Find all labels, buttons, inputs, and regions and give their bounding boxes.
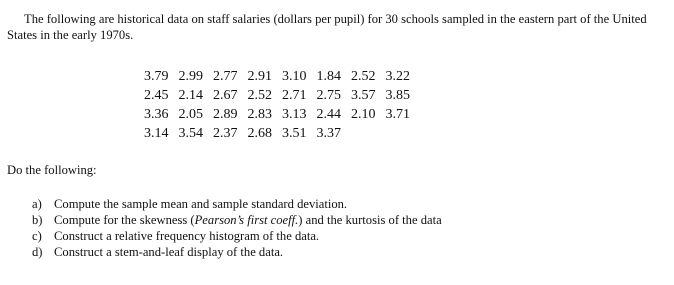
- data-cell: 2.75: [316, 88, 341, 103]
- data-cell: 3.14: [144, 126, 169, 141]
- data-cell: 2.77: [213, 69, 238, 84]
- data-cell: 1.84: [316, 69, 341, 84]
- data-cell: 2.44: [316, 107, 341, 122]
- data-cell: 2.52: [247, 88, 272, 103]
- data-cell: 2.99: [178, 69, 203, 84]
- task-text: Construct a relative frequency histogram of the data.: [54, 229, 320, 243]
- task-item-a: [32, 196, 442, 212]
- data-cell: 2.14: [178, 88, 203, 103]
- task-letter: b): [32, 213, 43, 227]
- data-cell: 3.37: [316, 126, 341, 141]
- data-cell: 2.91: [247, 69, 272, 84]
- data-row: [140, 105, 416, 124]
- data-row: [140, 124, 416, 143]
- task-list: [32, 196, 442, 260]
- task-item-d: [32, 244, 442, 260]
- data-cell: [347, 124, 382, 143]
- task-text-italic: Pearson’s first coeff.: [194, 213, 299, 227]
- data-cell: 3.85: [385, 88, 410, 103]
- data-cell: 2.37: [213, 126, 238, 141]
- data-cell: 2.45: [144, 88, 169, 103]
- data-cell: [382, 124, 417, 143]
- data-cell: 3.57: [351, 88, 376, 103]
- task-text: Compute the sample mean and sample standard deviation.: [54, 197, 348, 211]
- task-letter: c): [32, 229, 42, 243]
- task-item-c: [32, 228, 442, 244]
- task-item-b: [32, 212, 442, 228]
- data-cell: 3.36: [144, 107, 169, 122]
- data-cell: 2.10: [351, 107, 376, 122]
- data-cell: 3.79: [144, 69, 169, 84]
- data-cell: 2.52: [351, 69, 376, 84]
- data-cell: 2.68: [247, 126, 272, 141]
- data-cell: 3.51: [282, 126, 307, 141]
- data-cell: 2.05: [178, 107, 203, 122]
- data-cell: 3.13: [282, 107, 307, 122]
- data-cell: 3.10: [282, 69, 307, 84]
- instruction-text: Do the following:: [7, 163, 97, 177]
- task-text: Construct a stem-and-leaf display of the data.: [54, 245, 284, 259]
- data-cell: 3.71: [385, 107, 410, 122]
- data-cell: 3.22: [385, 69, 410, 84]
- task-letter: a): [32, 197, 42, 211]
- data-cell: 3.54: [178, 126, 203, 141]
- data-row: [140, 86, 416, 105]
- data-row: [140, 67, 416, 86]
- data-cell: 2.89: [213, 107, 238, 122]
- data-cell: 2.67: [213, 88, 238, 103]
- data-cell: 2.71: [282, 88, 307, 103]
- salary-data-table: [140, 67, 416, 143]
- problem-intro: The following are historical data on staff salaries (dollars per pupil) for 30 schools sampled in the eastern part of the United States in the early 1970s.: [7, 12, 647, 42]
- task-text-after: ) and the kurtosis of the data: [298, 213, 442, 227]
- task-text-before: Compute for the skewness (: [54, 213, 195, 227]
- data-cell: 2.83: [247, 107, 272, 122]
- task-letter: d): [32, 245, 43, 259]
